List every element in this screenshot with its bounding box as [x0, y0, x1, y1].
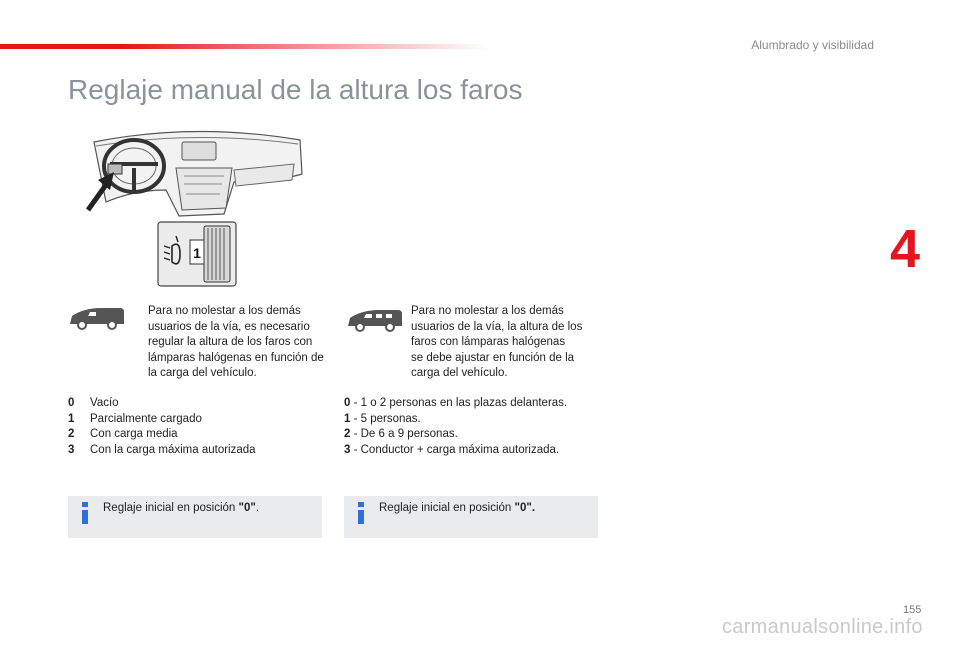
legend-num: 1 — [344, 412, 351, 425]
legend-num: 1 — [68, 412, 75, 425]
dashboard-drawing — [84, 124, 306, 292]
legend-row — [68, 427, 256, 443]
legend-text: Con carga media — [90, 428, 178, 441]
text-line: carga del vehículo. — [411, 367, 508, 379]
right-position-legend — [344, 396, 567, 458]
text-line: usuarios de la vía, es necesario — [148, 320, 310, 333]
legend-text: Vacío — [90, 397, 119, 409]
top-accent-bar — [0, 44, 490, 49]
text-line: se debe ajustar en función de la — [411, 351, 575, 364]
watermark: carmanualsonline.info — [722, 616, 923, 638]
legend-row — [344, 412, 567, 428]
legend-text: - Conductor + carga máxima autorizada. — [350, 443, 560, 456]
info-value: "0". — [514, 502, 536, 514]
info-prefix: Reglaje inicial en posición — [103, 502, 239, 514]
text-line: lámparas halógenas en función de — [148, 351, 324, 364]
page-title: Reglaje manual de la altura los faros — [68, 74, 523, 105]
left-van-note — [148, 304, 324, 382]
info-prefix: Reglaje inicial en posición — [379, 502, 515, 514]
left-position-legend — [68, 396, 256, 458]
left-info-box — [68, 496, 322, 538]
legend-row — [68, 443, 256, 459]
legend-row — [344, 443, 567, 459]
text-line: la carga del vehículo. — [148, 367, 257, 379]
text-line: regular la altura de los faros con — [148, 336, 313, 348]
legend-row — [344, 396, 567, 412]
legend-text: Con la carga máxima autorizada — [90, 443, 256, 456]
text-line: faros con lámparas halógenas — [411, 336, 566, 348]
dial-value: 1 — [193, 245, 201, 261]
legend-row — [68, 412, 256, 428]
chapter-number: 4 — [890, 219, 921, 279]
legend-num: 3 — [68, 443, 75, 456]
legend-text: Parcialmente cargado — [90, 412, 202, 425]
dashboard-illustration — [84, 124, 306, 292]
info-suffix: . — [255, 502, 260, 514]
right-info-box — [344, 496, 598, 538]
legend-row — [68, 396, 256, 412]
right-van-note — [411, 304, 582, 382]
text-line: usuarios de la vía, la altura de los — [411, 320, 583, 333]
legend-num: 3 — [344, 443, 351, 456]
page-number: 155 — [903, 604, 922, 616]
van-passenger-icon — [346, 308, 404, 332]
legend-text: - De 6 a 9 personas. — [350, 428, 458, 441]
info-text — [103, 502, 259, 514]
info-icon — [354, 502, 368, 524]
text-line: Para no molestar a los demás — [148, 305, 301, 317]
legend-num: 0 — [68, 397, 75, 409]
info-value: "0" — [238, 502, 256, 514]
info-text — [379, 502, 535, 514]
van-short-icon — [68, 306, 126, 330]
text-line: Para no molestar a los demás — [411, 305, 564, 317]
legend-num: 2 — [68, 428, 75, 441]
legend-text: - 1 o 2 personas en las plazas delanteras. — [350, 397, 568, 409]
info-icon — [78, 502, 92, 524]
legend-row — [344, 427, 567, 443]
legend-num: 2 — [344, 428, 351, 441]
legend-num: 0 — [344, 397, 351, 409]
section-title: Alumbrado y visibilidad — [751, 38, 874, 52]
legend-text: - 5 personas. — [350, 412, 421, 425]
